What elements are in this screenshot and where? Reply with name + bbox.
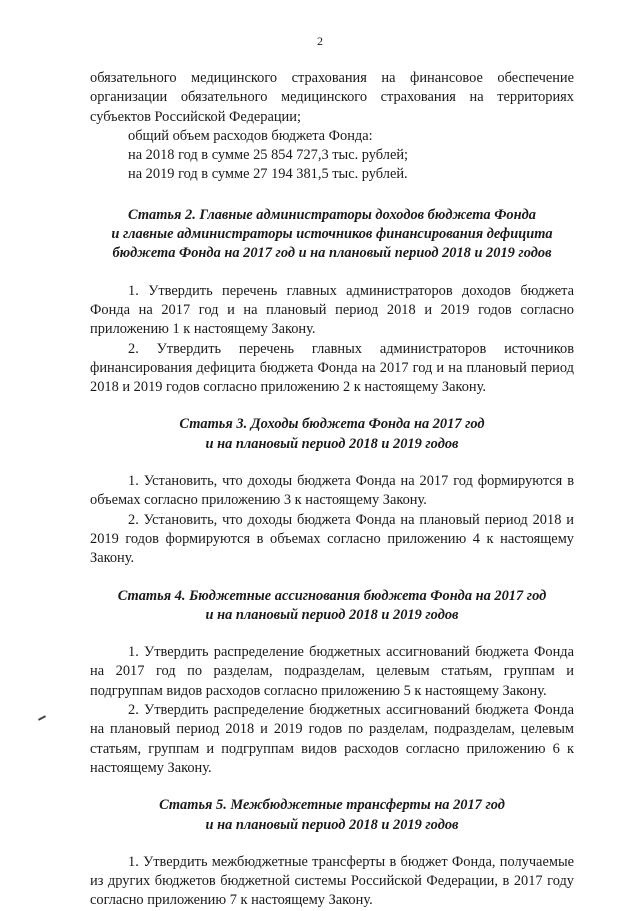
article-3-paragraph-2: 2. Установить, что доходы бюджета Фонда на плановый период 2018 и 2019 годов формируются в объемах согласно приложению 4 к настоящему Закону. xyxy=(90,511,574,567)
article-2-title-line-3: бюджета Фонда на 2017 год и на плановый период 2018 и 2019 годов xyxy=(112,245,552,262)
article-2-paragraph-2: 2. Утвердить перечень главных администраторов источников финансирования дефицита бюджета Фонда на 2017 год и на плановый период 2018 и 2019 годов согласно приложению 2 к настоящему Закону. xyxy=(90,340,574,396)
article-3-title xyxy=(90,415,574,454)
article-5 xyxy=(90,796,574,910)
article-3 xyxy=(90,415,574,568)
article-5-title-line-1: Статья 5. Межбюджетные трансферты на 2017 год xyxy=(159,797,505,814)
article-2 xyxy=(90,206,574,398)
expenses-2019: на 2019 год в сумме 27 194 381,5 тыс. рублей. xyxy=(128,166,408,183)
article-2-paragraph-1: 1. Утвердить перечень главных администраторов доходов бюджета Фонда на 2017 год и на плановый период 2018 и 2019 годов согласно приложению 1 к настоящему Закону. xyxy=(90,282,574,338)
article-2-title-line-1: Статья 2. Главные администраторы доходов бюджета Фонда xyxy=(128,206,536,223)
page-content xyxy=(90,69,574,911)
article-4-paragraph-2: 2. Утвердить распределение бюджетных ассигнований бюджета Фонда на плановый период 2018 и 2019 годов по разделам, подразделам, целевым статьям, группам и подгруппам видов расходов согласно приложению 6 к настоящему Закону. xyxy=(90,702,574,776)
article-3-title-line-2: и на плановый период 2018 и 2019 годов xyxy=(205,435,459,452)
article-5-title xyxy=(90,796,574,835)
article-2-title-line-2: и главные администраторы источников финансирования дефицита xyxy=(111,226,553,243)
article-3-title-line-1: Статья 3. Доходы бюджета Фонда на 2017 год xyxy=(179,416,485,433)
article-5-paragraph-1: 1. Утвердить межбюджетные трансферты в бюджет Фонда, получаемые из других бюджетов бюджетной системы Российской Федерации, в 2017 году согласно приложению 7 к настоящему Закону. xyxy=(90,853,574,909)
article-4 xyxy=(90,587,574,779)
article-4-title-line-2: и на плановый период 2018 и 2019 годов xyxy=(205,606,459,623)
intro-paragraph: обязательного медицинского страхования на финансовое обеспечение организации обязательного медицинского страхования на территориях субъектов Российской Федерации; xyxy=(90,70,574,125)
page-number: 2 xyxy=(317,34,323,48)
article-3-paragraph-1: 1. Установить, что доходы бюджета Фонда на 2017 год формируются в объемах согласно приложению 3 к настоящему Закону. xyxy=(90,473,574,509)
margin-pen-mark xyxy=(38,715,46,721)
article-4-title xyxy=(90,587,574,626)
article-4-paragraph-1: 1. Утвердить распределение бюджетных ассигнований бюджета Фонда на 2017 год по разделам, подразделам, целевым статьям, группам и подгруппам видов расходов согласно приложению 5 к настоящему Закону. xyxy=(90,644,574,699)
total-expenses-label: общий объем расходов бюджета Фонда: xyxy=(128,127,373,144)
expenses-2018: на 2018 год в сумме 25 854 727,3 тыс. рублей; xyxy=(128,147,409,164)
article-4-title-line-1: Статья 4. Бюджетные ассигнования бюджета Фонда на 2017 год xyxy=(117,587,547,604)
article-5-title-line-2: и на плановый период 2018 и 2019 годов xyxy=(205,816,459,833)
article-2-title xyxy=(90,206,574,264)
